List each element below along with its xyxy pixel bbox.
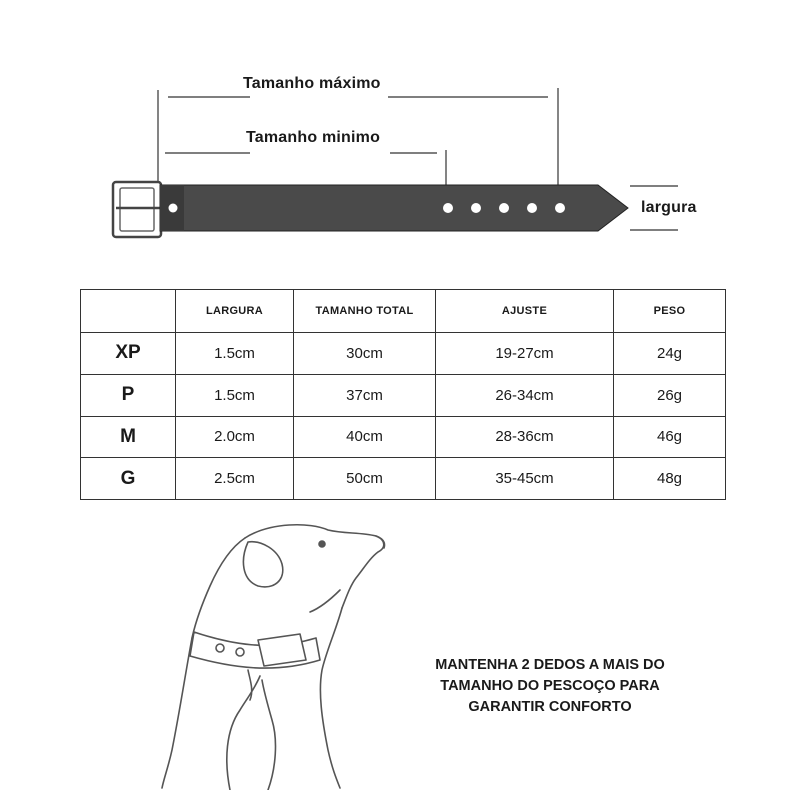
- keeper-rivet: [169, 204, 178, 213]
- header-peso: PESO: [614, 290, 726, 333]
- dog-chest-line: [320, 608, 342, 788]
- table-row: [81, 416, 726, 458]
- table-row: [81, 458, 726, 500]
- max-size-label: Tamanho máximo: [243, 75, 381, 92]
- tamanho-total-cell: 37cm: [294, 374, 436, 416]
- dog-collar-illustration: [150, 520, 410, 790]
- table-header-row: [81, 290, 726, 333]
- dog-ear: [243, 542, 282, 587]
- size-cell: M: [81, 416, 176, 458]
- header-ajuste: AJUSTE: [436, 290, 614, 333]
- ajuste-cell: 35-45cm: [436, 458, 614, 500]
- tamanho-total-cell: 40cm: [294, 416, 436, 458]
- peso-cell: 26g: [614, 374, 726, 416]
- largura-cell: 1.5cm: [176, 374, 294, 416]
- strap-hole: [555, 203, 565, 213]
- table-row: [81, 374, 726, 416]
- hand-outline: [227, 676, 260, 790]
- size-cell: XP: [81, 333, 176, 375]
- header-tamanho-total: TAMANHO TOTAL: [294, 290, 436, 333]
- peso-cell: 46g: [614, 416, 726, 458]
- largura-cell: 2.0cm: [176, 416, 294, 458]
- width-label: largura: [641, 199, 697, 216]
- size-cell: P: [81, 374, 176, 416]
- fit-note: [415, 655, 685, 718]
- strap-hole: [443, 203, 453, 213]
- largura-cell: 1.5cm: [176, 333, 294, 375]
- strap-hole: [499, 203, 509, 213]
- fit-note-line: GARANTIR CONFORTO: [468, 699, 632, 715]
- collar-buckle: [258, 634, 306, 666]
- ajuste-cell: 19-27cm: [436, 333, 614, 375]
- dog-jaw-line: [310, 590, 340, 612]
- dog-eye: [319, 541, 325, 547]
- dog-head-outline: [245, 525, 384, 608]
- table-row: [81, 333, 726, 375]
- fit-note-line: MANTENHA 2 DEDOS A MAIS DO: [435, 657, 665, 673]
- strap-hole: [471, 203, 481, 213]
- dog-back-line: [162, 638, 192, 788]
- strap-hole: [527, 203, 537, 213]
- tamanho-total-cell: 50cm: [294, 458, 436, 500]
- tamanho-total-cell: 30cm: [294, 333, 436, 375]
- peso-cell: 48g: [614, 458, 726, 500]
- largura-cell: 2.5cm: [176, 458, 294, 500]
- ajuste-cell: 28-36cm: [436, 416, 614, 458]
- size-cell: G: [81, 458, 176, 500]
- header-size: [81, 290, 176, 333]
- ajuste-cell: 26-34cm: [436, 374, 614, 416]
- fit-note-line: TAMANHO DO PESCOÇO PARA: [440, 678, 660, 694]
- peso-cell: 24g: [614, 333, 726, 375]
- header-largura: LARGURA: [176, 290, 294, 333]
- dog-back-neck: [192, 538, 245, 638]
- hand-finger-line: [262, 680, 275, 790]
- min-size-label: Tamanho minimo: [246, 129, 381, 146]
- size-table: [80, 289, 726, 500]
